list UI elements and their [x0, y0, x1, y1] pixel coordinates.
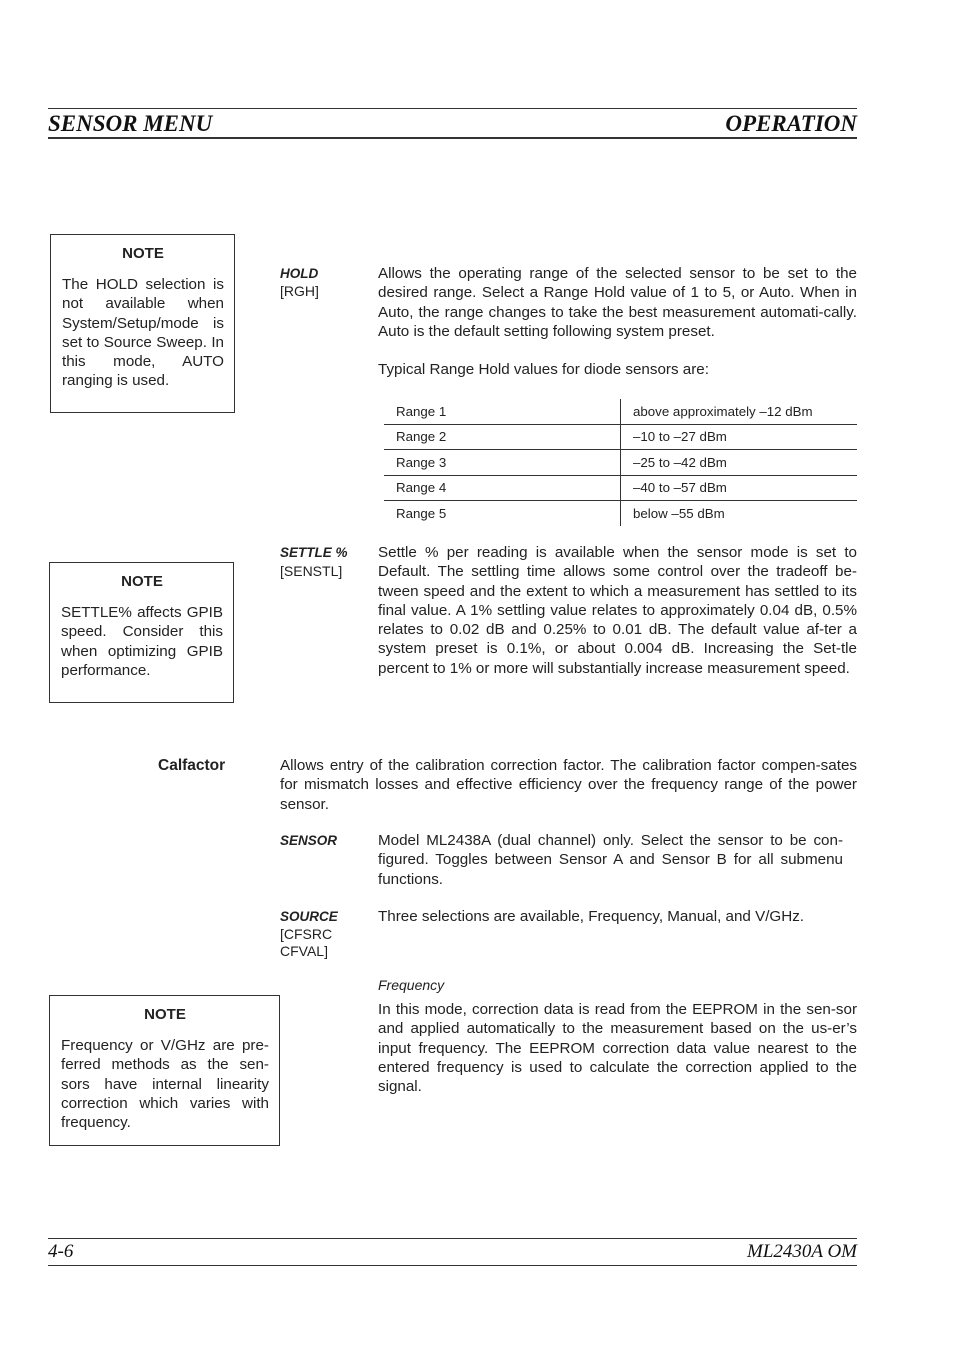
hold-keyword: HOLD: [280, 266, 319, 281]
source-code-2: CFVAL]: [280, 943, 328, 959]
note-title: NOTE: [122, 245, 164, 262]
range-value: –10 to –27 dBm: [621, 424, 858, 450]
table-row: [384, 501, 857, 526]
header-top-rule: [48, 108, 857, 109]
note-box-hold: [50, 234, 235, 413]
settle-code: [SENSTL]: [280, 563, 343, 579]
table-row: [384, 450, 857, 476]
sensor-description: Model ML2438A (dual channel) only. Select the sensor to be con-figured. Toggles between Sensor A and Sensor B for all submenu functions.: [378, 832, 843, 888]
calfactor-label: Calfactor: [158, 757, 226, 774]
note-text: The HOLD selection is not available when System/Setup/mode is set to Source Sweep. In this mode, AUTO ranging is used.: [62, 276, 224, 390]
footer-top-rule: [48, 1238, 857, 1239]
note-title: NOTE: [121, 573, 163, 590]
range-name: Range 5: [384, 501, 621, 526]
section-title: SENSOR MENU: [48, 111, 213, 136]
note-title: NOTE: [144, 1006, 186, 1023]
calfactor-description: Allows entry of the calibration correction factor. The calibration factor compen-sates for mismatch losses and effective efficiency over the frequency range of the power sensor.: [280, 757, 857, 813]
frequency-heading: Frequency: [378, 977, 445, 993]
range-name: Range 3: [384, 450, 621, 476]
hold-code: [RGH]: [280, 283, 319, 299]
sensor-keyword: SENSOR: [280, 833, 338, 848]
settle-description: Settle % per reading is available when the sensor mode is set to Default. The settling time allows some control over the tradeoff be-tween speed and the extent to which a measurement has settled to its final value. A 1% settling value relates to approximately 0.04 dB, 0.5% relates to 0.02 dB and 0.25% to 0.01 dB. The default value af-ter a system preset is 0.1%, or about 0.004 dB. Increasing the Set-tle percent to 1% or more will substantially increase measurement speed.: [378, 544, 857, 677]
note-text: Frequency or V/GHz are pre-ferred methods as the sen-sors have internal linearity correction which varies with frequency.: [61, 1037, 269, 1132]
range-hold-table: [384, 399, 857, 526]
range-value: –40 to –57 dBm: [621, 475, 858, 501]
table-row: [384, 424, 857, 450]
range-value: –25 to –42 dBm: [621, 450, 858, 476]
range-value: below –55 dBm: [621, 501, 858, 526]
manual-name: ML2430A OM: [747, 1241, 857, 1262]
settle-keyword: SETTLE %: [280, 545, 348, 560]
chapter-title: OPERATION: [725, 111, 857, 136]
footer-bottom-rule: [48, 1265, 857, 1266]
source-description: Three selections are available, Frequency, Manual, and V/GHz.: [378, 908, 805, 925]
hold-typical-text: Typical Range Hold values for diode sensors are:: [378, 361, 709, 378]
note-text: SETTLE% affects GPIB speed. Consider this when optimizing GPIB performance.: [61, 604, 223, 679]
note-box-settle: [49, 562, 234, 703]
range-name: Range 1: [396, 403, 447, 419]
range-value: above approximately –12 dBm: [621, 399, 858, 424]
range-name: Range 2: [384, 424, 621, 450]
hold-description: Allows the operating range of the selected sensor to be set to the desired range. Select a Range Hold value of 1 to 5, or Auto. When in Auto, the range changes to take the best measurement automati-cally. Auto is the default setting following system preset.: [378, 265, 857, 340]
table-row: [384, 399, 857, 424]
range-name: Range 4: [384, 475, 621, 501]
header-bottom-rule: [48, 137, 857, 139]
table-row: [384, 475, 857, 501]
source-keyword: SOURCE: [280, 909, 338, 924]
frequency-description: In this mode, correction data is read from the EEPROM in the sen-sor and applied automatically to the measurement based on the us-er’s input frequency. The EEPROM correction data value nearest to the entered frequency is used to calculate the correction applied to the signal.: [378, 1001, 857, 1096]
page-number: 4-6: [48, 1241, 74, 1262]
source-code-1: [CFSRC: [280, 926, 333, 942]
note-box-frequency: [49, 995, 280, 1146]
